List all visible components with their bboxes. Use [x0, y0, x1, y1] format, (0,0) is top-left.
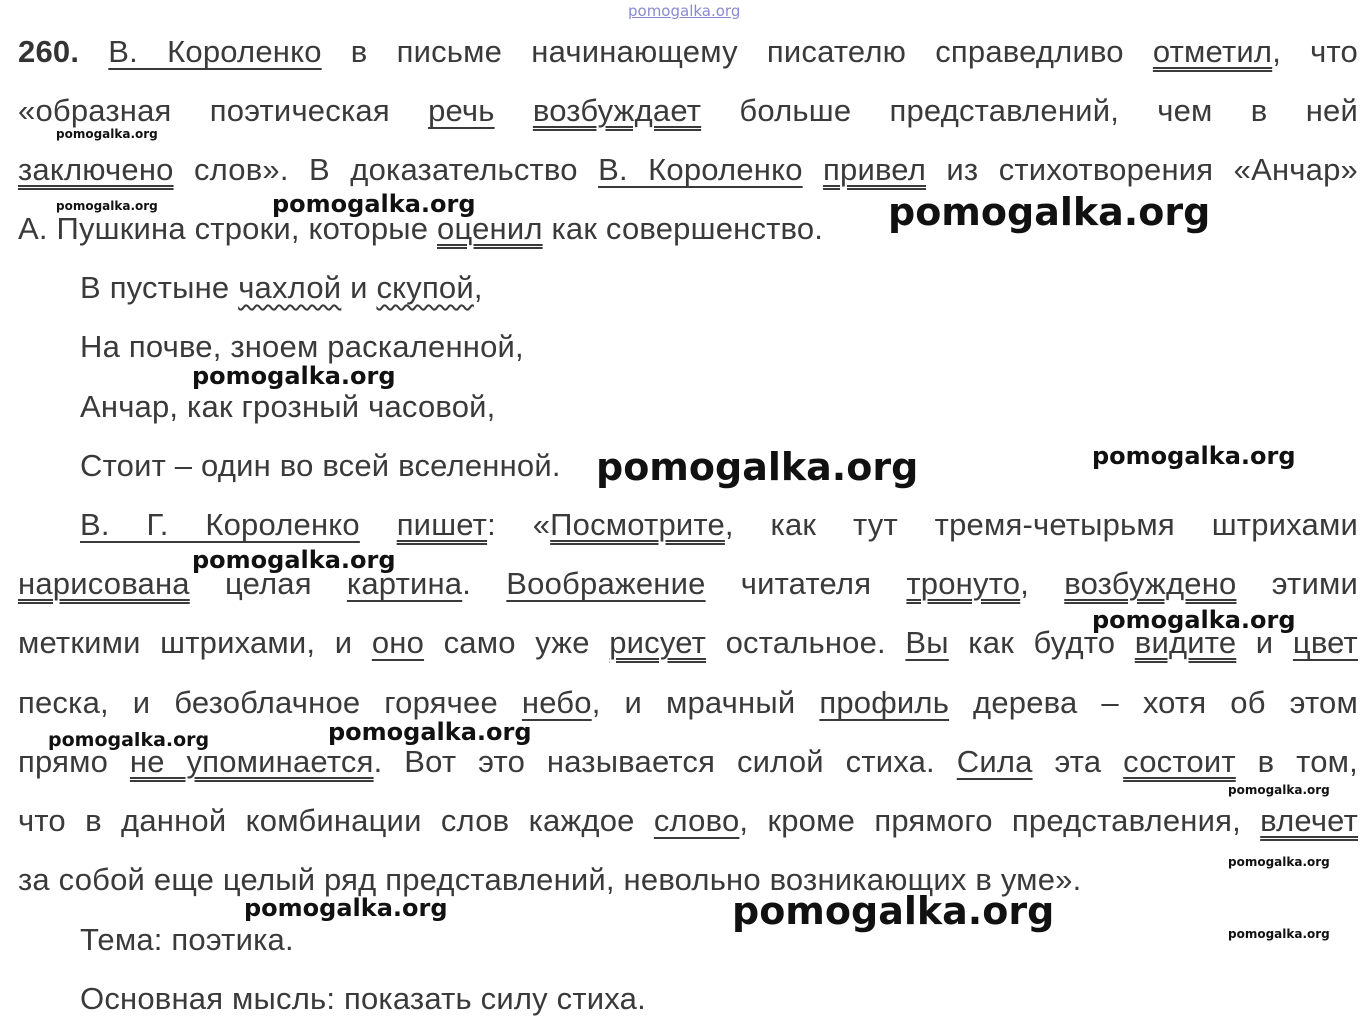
text-segment: этими: [1236, 566, 1358, 601]
text-segment: остальное.: [706, 625, 906, 660]
underlined-word: Воображение: [506, 566, 706, 601]
watermark: pomogalka.org: [732, 889, 1055, 933]
text-segment: целая: [189, 566, 347, 601]
underlined-word: слово: [653, 803, 740, 838]
text-segment: , кроме прямого представления,: [739, 803, 1261, 838]
text-segment: [360, 507, 397, 542]
text-segment: , и мрачный: [591, 685, 820, 720]
watermark: pomogalka.org: [192, 362, 396, 390]
text-line: [18, 150, 1358, 190]
text-segment: в том,: [1235, 744, 1358, 779]
text-segment: «образная поэтическая: [18, 93, 429, 128]
text-segment: больше представлений, чем в ней: [701, 93, 1358, 128]
text-segment: меткими штрихами, и: [18, 625, 372, 660]
watermark: pomogalka.org: [56, 127, 158, 141]
watermark: pomogalka.org: [56, 199, 158, 213]
text-segment: и: [1236, 625, 1293, 660]
underlined-word: видите: [1134, 625, 1237, 660]
underlined-word: тронуто: [906, 566, 1021, 601]
underlined-word: Сила: [956, 744, 1033, 779]
watermark: pomogalka.org: [328, 718, 532, 746]
text-segment: [803, 152, 823, 187]
text-segment: Анчар, как грозный часовой,: [80, 389, 496, 424]
text-segment: , что: [1272, 34, 1358, 69]
watermark: pomogalka.org: [1092, 606, 1296, 634]
watermark: pomogalka.org: [1228, 783, 1330, 797]
watermark: pomogalka.org: [1228, 855, 1330, 869]
text-segment: как совершенство.: [542, 211, 824, 246]
text-segment: ,: [1020, 566, 1065, 601]
underlined-word: чахлой: [238, 270, 342, 305]
underlined-word: заключено: [18, 152, 174, 187]
underlined-word: оценил: [437, 211, 543, 246]
text-segment: песка, и безоблачное горячее: [18, 685, 522, 720]
underlined-word: состоит: [1123, 744, 1236, 779]
text-segment: , как тут тремя-четырьмя штрихами: [724, 507, 1358, 542]
underlined-word: нарисована: [18, 566, 190, 601]
underlined-word: Вы: [905, 625, 949, 660]
text-line: [80, 505, 1358, 545]
text-segment: само уже: [424, 625, 610, 660]
text-line: [18, 683, 1358, 723]
watermark: pomogalka.org: [244, 894, 448, 922]
text-line: [80, 979, 1358, 1019]
watermark: pomogalka.org: [192, 546, 396, 574]
underlined-word: профиль: [819, 685, 950, 720]
underlined-word: влечет: [1260, 803, 1358, 838]
task-number: 260.: [18, 34, 80, 69]
text-line: [18, 801, 1358, 841]
underlined-word: не упоминается: [129, 744, 374, 779]
watermark: pomogalka.org: [272, 190, 476, 218]
text-segment: .: [462, 566, 507, 601]
text-segment: и: [341, 270, 377, 305]
underlined-word: цвет: [1292, 625, 1358, 660]
text-line: [80, 268, 1358, 308]
text-segment: В пустыне: [80, 270, 239, 305]
text-segment: На почве, зноем раскаленной,: [80, 329, 524, 364]
underlined-word: картина: [346, 566, 463, 601]
watermark: pomogalka.org: [888, 190, 1211, 234]
text-line: [80, 327, 1358, 367]
text-segment: Тема: поэтика.: [80, 922, 294, 957]
underlined-word: В. Г. Короленко: [80, 507, 360, 542]
text-segment: . Вот это называется силой стиха.: [373, 744, 957, 779]
watermark: pomogalka.org: [596, 445, 919, 489]
text-line: [80, 387, 1358, 427]
text-line: [80, 920, 1358, 960]
text-line: [18, 32, 1358, 72]
underlined-word: оно: [371, 625, 425, 660]
text-segment: [495, 93, 533, 128]
underlined-word: привел: [823, 152, 927, 187]
text-segment: как будто: [948, 625, 1135, 660]
text-segment: читателя: [705, 566, 907, 601]
text-segment: дерева – хотя об этом: [949, 685, 1359, 720]
underlined-word: возбуждено: [1064, 566, 1237, 601]
text-line: [18, 742, 1358, 782]
underlined-word: В. Короленко: [598, 152, 803, 187]
text-segment: эта: [1032, 744, 1124, 779]
text-line: [18, 91, 1358, 131]
underlined-word: пишет: [396, 507, 488, 542]
underlined-word: В. Короленко: [108, 34, 322, 69]
text-segment: А. Пушкина строки, которые: [18, 211, 438, 246]
underlined-word: рисует: [609, 625, 707, 660]
underlined-word: скупой: [376, 270, 474, 305]
text-segment: Основная мысль: показать силу стиха.: [80, 981, 646, 1016]
text-segment: из стихотворения «Анчар»: [926, 152, 1358, 187]
text-segment: : «: [487, 507, 551, 542]
text-line: [18, 860, 1358, 900]
text-segment: за собой еще целый ряд представлений, невольно возникающих в уме».: [18, 862, 1082, 897]
underlined-word: Посмотрите: [550, 507, 725, 542]
text-segment: прямо: [18, 744, 130, 779]
underlined-word: возбуждает: [532, 93, 702, 128]
text-segment: в письме начинающему писателю справедливо: [321, 34, 1153, 69]
watermark-top[interactable]: pomogalka.org: [628, 2, 741, 20]
text-segment: слов». В доказательство: [173, 152, 599, 187]
watermark: pomogalka.org: [1092, 442, 1296, 470]
watermark: pomogalka.org: [48, 729, 210, 751]
underlined-word: небо: [521, 685, 592, 720]
text-segment: Стоит – один во всей вселенной.: [80, 448, 561, 483]
underlined-word: отметил: [1152, 34, 1273, 69]
text-segment: ,: [473, 270, 483, 305]
underlined-word: речь: [428, 93, 495, 128]
text-segment: что в данной комбинации слов каждое: [18, 803, 654, 838]
watermark: pomogalka.org: [1228, 927, 1330, 941]
